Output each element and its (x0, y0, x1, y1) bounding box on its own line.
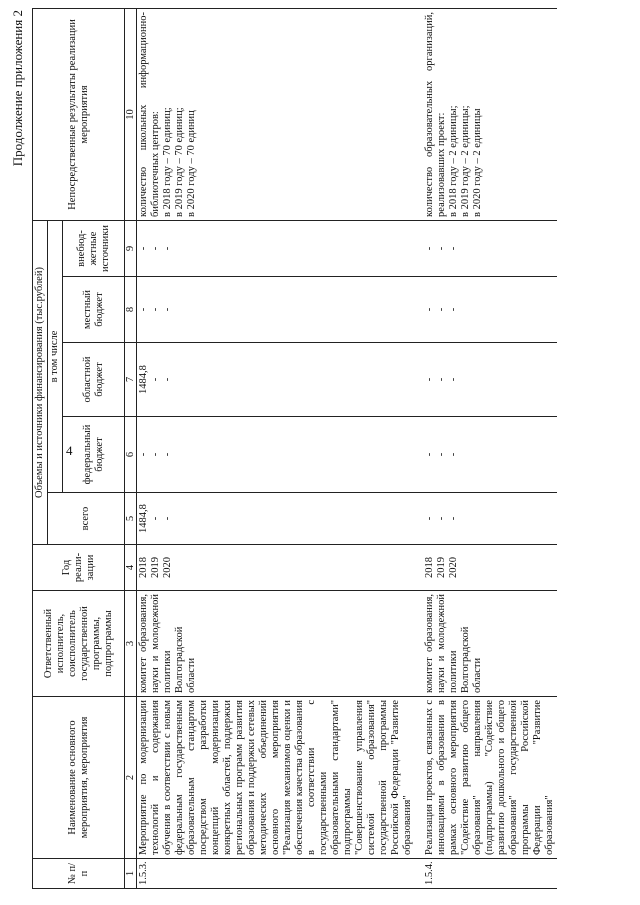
col-number: 4 (125, 545, 137, 591)
regional-value: - (162, 377, 173, 382)
header-federal: федеральный бюджет (63, 417, 125, 493)
year-value: 2018 (424, 557, 435, 578)
result-text: в 2018 году – 70 единиц; (162, 107, 173, 217)
extrabudget-value: - (162, 246, 173, 251)
header-result: Непосредственные результаты реализации мероприятия (33, 8, 125, 220)
local-value: - (138, 307, 149, 312)
row-local (137, 277, 416, 343)
row-no: 1.5.3. (137, 859, 416, 889)
col-number: 2 (125, 697, 137, 859)
row-federal (423, 417, 557, 493)
extrabudget-value: - (424, 246, 435, 251)
result-text: в 2019 году – 2 единицы; (460, 105, 471, 217)
row-federal (137, 417, 416, 493)
appendix-caption: Продолжение приложения 2 (10, 10, 25, 167)
total-value: 1484,8 (138, 504, 149, 533)
header-local: местный бюджет (63, 277, 125, 343)
row-name: Мероприятие по модернизации технологий и содержания обучения в соответствии с новым федеральным государственным образовательным стандартом посредством разработки концепций модернизации конкретных областей, поддержки региональных программ развития образования и поддержки сетевых методических объединений основного мероприятия "Реализация механизмов оценки и обеспечения качества образования в соответствии с государственными образовательными стандартами" подпрограммы "Совершенствование управления системой образования" государственной программы Российской Федерации "Развитие образования" (137, 697, 416, 859)
result-text: в 2018 году – 2 единицы; (448, 105, 459, 217)
federal-value: - (448, 452, 459, 457)
result-text: в 2020 году – 70 единиц (186, 110, 197, 217)
local-value: - (436, 307, 447, 312)
col-number: 1 (125, 859, 137, 889)
header-name: Наименование основного мероприятия, мероприятия (33, 697, 125, 859)
col-number: 8 (125, 277, 137, 343)
col-number: 5 (125, 493, 137, 545)
col-number: 3 (125, 591, 137, 697)
row-years (137, 545, 416, 591)
total-value: - (448, 516, 459, 521)
regional-value: - (436, 377, 447, 382)
table-row (423, 8, 557, 888)
header-responsible: Ответственный исполнитель, соисполнитель государственной программы, подпрограммы (33, 591, 125, 697)
row-result (423, 8, 557, 220)
federal-value: - (436, 452, 447, 457)
row-spacer (415, 8, 423, 888)
row-regional (423, 343, 557, 417)
row-no: 1.5.4. (423, 859, 557, 889)
federal-value: - (162, 452, 173, 457)
col-number: 7 (125, 343, 137, 417)
row-extrabudget (137, 220, 416, 276)
result-text: количество школьных информационно-библиотечных центров: (138, 11, 161, 217)
year-value: 2019 (436, 557, 447, 578)
row-extrabudget (423, 220, 557, 276)
total-value: - (162, 516, 173, 521)
year-value: 2019 (150, 557, 161, 578)
federal-value: - (424, 452, 435, 457)
regional-value: - (424, 377, 435, 382)
total-value: - (424, 516, 435, 521)
row-result (137, 8, 416, 220)
regional-value: - (150, 377, 161, 382)
header-total: всего (48, 493, 125, 545)
local-value: - (448, 307, 459, 312)
year-value: 2020 (162, 557, 173, 578)
row-regional (137, 343, 416, 417)
federal-value: - (138, 452, 149, 457)
row-total (423, 493, 557, 545)
header-no: № п/п (33, 859, 125, 889)
program-table (32, 8, 557, 889)
local-value: - (162, 307, 173, 312)
header-year: Год реали-зации (33, 545, 125, 591)
header-regional: областной бюджет (63, 343, 125, 417)
extrabudget-value: - (436, 246, 447, 251)
local-value: - (150, 307, 161, 312)
page-number: 4 (66, 443, 73, 458)
local-value: - (424, 307, 435, 312)
extrabudget-value: - (448, 246, 459, 251)
result-text: количество образовательных организаций, реализовавших проект: (424, 11, 447, 217)
total-value: - (150, 516, 161, 521)
table-row (137, 8, 416, 888)
row-local (423, 277, 557, 343)
header-including: в том числе (48, 220, 63, 492)
year-value: 2020 (448, 557, 459, 578)
row-total (137, 493, 416, 545)
col-number: 6 (125, 417, 137, 493)
row-years (423, 545, 557, 591)
extrabudget-value: - (150, 246, 161, 251)
col-number: 10 (125, 8, 137, 220)
regional-value: - (448, 377, 459, 382)
row-name: Реализация проектов, связанных с инновациями в образовании в рамках основного мероприятия "Содействие развитию общего образования" направления (подпрограммы) "Содействие развитию дошкольного и общего образования" государственной программы Российской Федерации "Развитие образования" (423, 697, 557, 859)
result-text: в 2019 году – 70 единиц; (174, 107, 185, 217)
year-value: 2018 (138, 557, 149, 578)
result-text: в 2020 году – 2 единицы (472, 108, 483, 217)
total-value: - (436, 516, 447, 521)
header-extrabudget: внебюд-жетные источники (63, 220, 125, 276)
row-responsible: комитет образования, науки и молодежной политики Волгоградской области (423, 591, 557, 697)
row-responsible: комитет образования, науки и молодежной политики Волгоградской области (137, 591, 416, 697)
extrabudget-value: - (138, 246, 149, 251)
col-number: 9 (125, 220, 137, 276)
federal-value: - (150, 452, 161, 457)
header-finance: Объемы и источники финансирования (тыс.рублей) (33, 220, 48, 544)
regional-value: 1484,8 (138, 365, 149, 394)
